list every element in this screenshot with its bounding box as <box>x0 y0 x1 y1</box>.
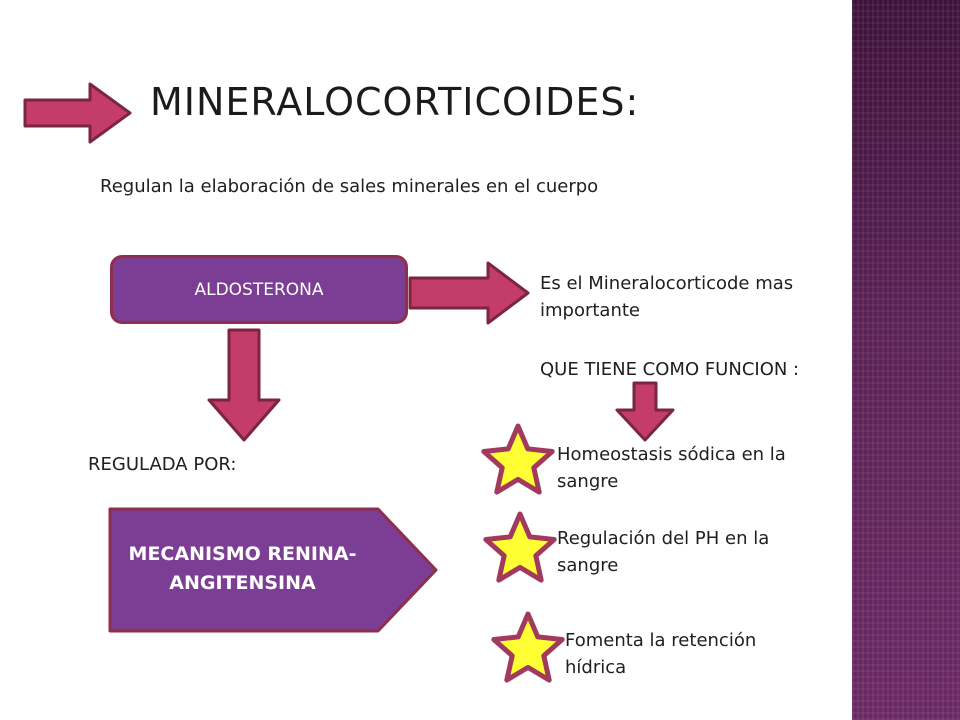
aldosterona-description: Es el Mineralocorticode mas importante <box>540 273 794 321</box>
function-heading: QUE TIENE COMO FUNCION : <box>540 359 800 380</box>
star-icon <box>486 514 554 580</box>
star-icon <box>494 614 562 680</box>
down-arrow-icon <box>209 330 279 440</box>
star-icon <box>484 426 552 492</box>
aldosterona-label: ALDOSTERONA <box>194 279 324 300</box>
function-item-ph: Regulación del PH en la sangre <box>557 528 770 576</box>
mecanismo-label: MECANISMO RENINA-ANGITENSINA <box>128 543 357 594</box>
aldosterona-box <box>110 255 408 324</box>
regulada-label: REGULADA POR: <box>88 454 237 475</box>
function-item-water: Fomenta la retención hídrica <box>565 630 757 678</box>
page-title: MINERALOCORTICOIDES: <box>150 80 640 124</box>
title-arrow-icon <box>25 84 130 142</box>
subtitle: Regulan la elaboración de sales minerales en el cuerpo <box>100 176 599 197</box>
function-item-sodium: Homeostasis sódica en la sangre <box>557 444 786 492</box>
right-arrow-icon <box>410 263 528 323</box>
small-down-arrow-icon <box>617 383 673 440</box>
